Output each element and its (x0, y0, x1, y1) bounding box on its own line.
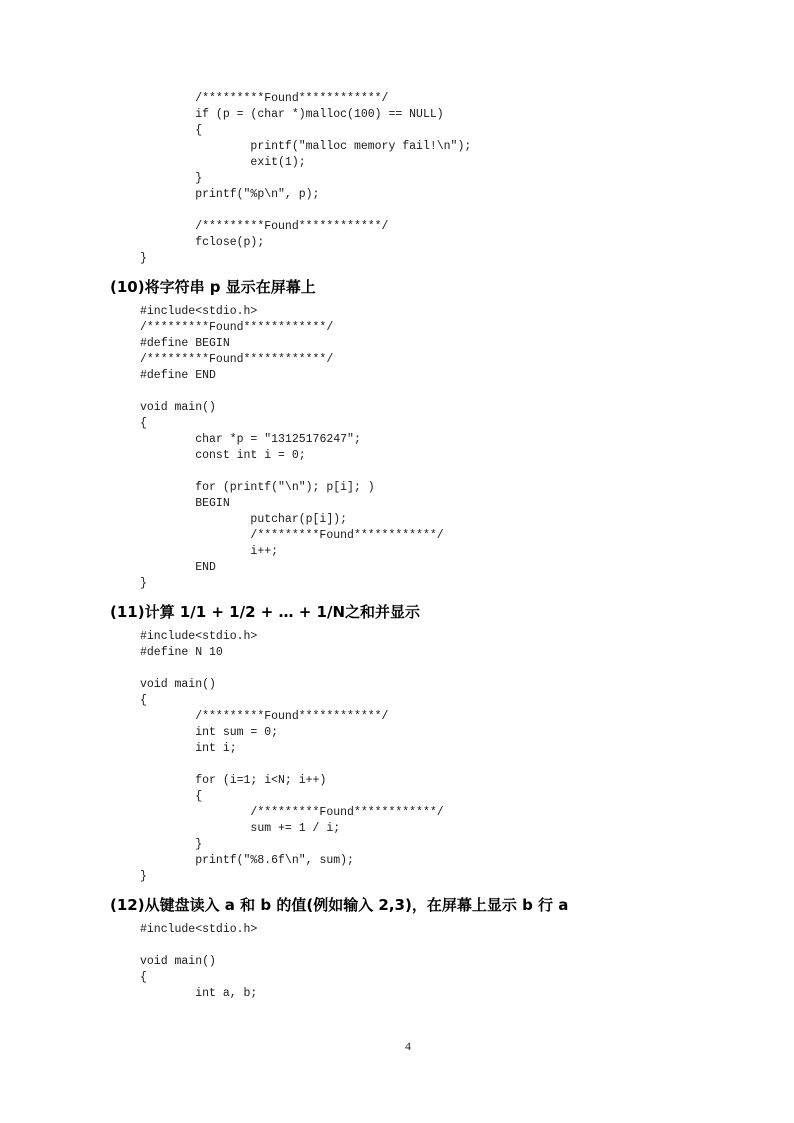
code-line: printf("%p\n", p); (140, 188, 320, 201)
code-line: /*********Found************/ (140, 321, 334, 334)
code-line: { (140, 124, 203, 137)
code-line: /*********Found************/ (140, 710, 389, 723)
code-line: #define END (140, 369, 216, 382)
exercise-heading: (12)从键盘读入 a 和 b 的值(例如输入 2,3)，在屏幕上显示 b 行 a (110, 896, 569, 914)
code-line: /*********Found************/ (140, 220, 389, 233)
code-line: } (140, 870, 147, 883)
exercise-section (0, 91, 794, 267)
code-line: /*********Found************/ (140, 529, 444, 542)
code-line: /*********Found************/ (140, 806, 444, 819)
exercise-heading: (10)将字符串 p 显示在屏幕上 (110, 278, 316, 296)
code-line: BEGIN (140, 497, 230, 510)
code-line: const int i = 0; (140, 449, 306, 462)
code-line: for (printf("\n"); p[i]; ) (140, 481, 375, 494)
code-line: } (140, 172, 203, 185)
code-line: } (140, 838, 203, 851)
code-line: printf("malloc memory fail!\n"); (140, 140, 472, 153)
code-line: int sum = 0; (140, 726, 279, 739)
code-line: #define BEGIN (140, 337, 230, 350)
exercise-section (0, 893, 794, 1002)
code-line: END (140, 561, 216, 574)
code-line: { (140, 790, 203, 803)
code-line: exit(1); (140, 156, 306, 169)
code-line: /*********Found************/ (140, 353, 334, 366)
code-line (140, 464, 794, 480)
code-line: printf("%8.6f\n", sum); (140, 854, 354, 867)
code-line: int a, b; (140, 987, 258, 1000)
code-line: sum += 1 / i; (140, 822, 341, 835)
code-line: void main() (140, 678, 216, 691)
code-line: if (p = (char *)malloc(100) == NULL) (140, 108, 444, 121)
code-line: #include<stdio.h> (140, 630, 258, 643)
code-line: #define N 10 (140, 646, 223, 659)
code-line: putchar(p[i]); (140, 513, 348, 526)
code-block (140, 922, 794, 1002)
code-line (140, 757, 794, 773)
code-line (140, 384, 794, 400)
code-line: } (140, 577, 147, 590)
code-line: int i; (140, 742, 237, 755)
page-number: 4 (405, 1039, 411, 1053)
code-line: { (140, 971, 147, 984)
code-line (140, 661, 794, 677)
exercise-heading: (11)计算 1/1 + 1/2 + … + 1/N之和并显示 (110, 603, 421, 621)
code-block (140, 304, 794, 592)
code-line: { (140, 694, 147, 707)
code-line: i++; (140, 545, 279, 558)
code-line: fclose(p); (140, 236, 265, 249)
code-line: #include<stdio.h> (140, 923, 258, 936)
code-line: for (i=1; i<N; i++) (140, 774, 327, 787)
code-line (140, 938, 794, 954)
code-block (140, 629, 794, 885)
code-line: void main() (140, 955, 216, 968)
code-line (140, 203, 794, 219)
code-line: #include<stdio.h> (140, 305, 258, 318)
exercise-section (0, 600, 794, 885)
code-line: } (140, 252, 147, 265)
code-block (140, 91, 794, 267)
document-body (0, 91, 794, 1002)
code-line: char *p = "13125176247"; (140, 433, 361, 446)
exercise-section (0, 275, 794, 592)
code-line: { (140, 417, 147, 430)
code-line: void main() (140, 401, 216, 414)
code-line: /*********Found************/ (140, 92, 389, 105)
